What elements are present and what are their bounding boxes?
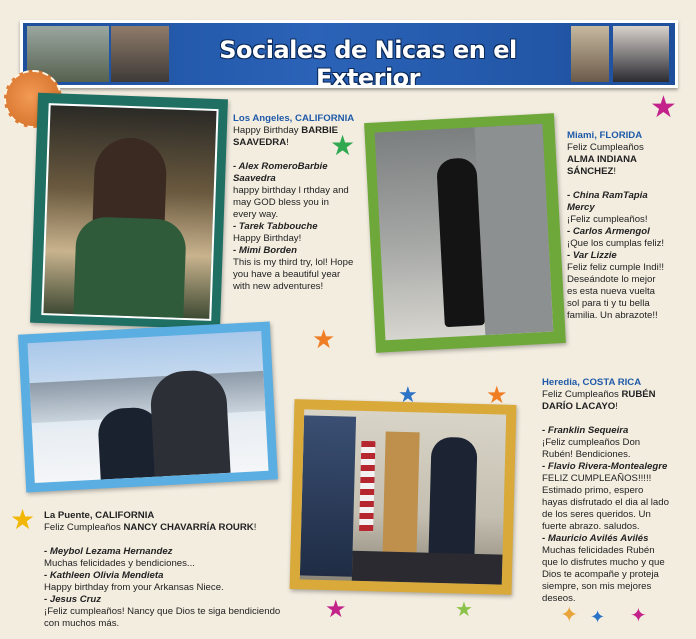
photo-frame-alma xyxy=(364,113,566,353)
message-text: Feliz feliz cumple Indi!! Deseándote lo mejor es esta nueva vuelta sol para ti y tu bella familia. Un abrazote!! xyxy=(567,262,665,321)
message-author: - Mauricio Avilés Avilés xyxy=(542,533,649,544)
message-author: - China RamTapia Mercy xyxy=(567,190,648,213)
confetti-icon: ✦ xyxy=(590,607,606,627)
message-text: FELIZ CUMPLEAÑOS!!!!! Estimado primo, espero hayas disfrutado el dia al lado de los seres queridos. Un fuerte abrazo. saludos. xyxy=(542,473,669,532)
message-author: - Mimi Borden xyxy=(233,245,297,256)
photo-barbie-saavedra xyxy=(41,103,218,321)
page-title: Sociales de Nicas en el Exterior xyxy=(219,36,517,88)
post-greeting: Happy Birthday BARBIE SAAVEDRA! xyxy=(233,125,339,148)
post-location: Los Angeles, CALIFORNIA xyxy=(233,113,355,124)
header-banner xyxy=(20,20,678,88)
confetti-icon: ✦ xyxy=(560,602,579,627)
star-icon: ★ xyxy=(398,382,418,407)
post-nancy-rourk xyxy=(44,510,289,630)
post-location: Heredia, COSTA RICA xyxy=(542,377,642,388)
post-greeting: Feliz Cumpleaños ALMA INDIANA SÁNCHEZ! xyxy=(567,142,644,177)
message-author: - Tarek Tabbouche xyxy=(233,221,318,232)
post-alma-sanchez xyxy=(567,130,667,322)
message-text: This is my third try, lol! Hope you have a beautiful year with new adventures! xyxy=(233,257,354,292)
message-author: - Jesus Cruz xyxy=(44,594,102,605)
post-location: La Puente, CALIFORNIA xyxy=(44,510,155,521)
message-author: - Meybol Lezama Hernandez xyxy=(44,546,173,557)
photo-frame-barbie xyxy=(30,93,228,329)
message-text: Muchas felicidades y bendiciones... xyxy=(44,558,195,569)
message-author: - Flavio Rivera-Montealegre xyxy=(542,461,668,472)
post-greeting: Feliz Cumpleaños NANCY CHAVARRÍA ROURK! xyxy=(44,522,257,533)
post-ruben-lacayo xyxy=(542,377,670,605)
message-author: - Carlos Armengol xyxy=(567,226,650,237)
star-icon: ★ xyxy=(650,91,677,124)
message-text: happy birthday l rthday and may GOD bless you in every way. xyxy=(233,185,349,220)
message-text: ¡Feliz cumpleaños Don Rubén! Bendiciones. xyxy=(542,437,641,460)
post-location: Miami, FLORIDA xyxy=(567,130,643,141)
banner-photo-couple xyxy=(111,26,169,82)
post-barbie-saavedra xyxy=(233,113,355,293)
photo-alma-sanchez xyxy=(375,124,554,341)
photo-figure-man xyxy=(149,369,230,477)
message-text: Happy birthday from your Arkansas Niece. xyxy=(44,582,224,593)
photo-figure-dress xyxy=(73,216,186,318)
star-icon: ★ xyxy=(312,324,336,354)
photo-door xyxy=(383,432,420,553)
message-text: ¡Feliz cumpleaños! Nancy que Dios te siga bendiciendo con muchos más. xyxy=(44,606,281,629)
star-icon: ★ xyxy=(330,130,356,161)
photo-ruben-lacayo xyxy=(300,409,506,584)
message-author: - Var Lizzie xyxy=(567,250,617,261)
star-icon: ★ xyxy=(10,504,36,535)
photo-portrait-banner xyxy=(300,415,356,576)
photo-table xyxy=(352,551,503,585)
message-author: - Kathleen Olivia Mendieta xyxy=(44,570,164,581)
banner-photo-event xyxy=(571,26,609,82)
message-text: ¡Feliz cumpleaños! xyxy=(567,214,648,225)
star-icon: ★ xyxy=(455,599,473,621)
message-author: - Franklin Sequeira xyxy=(542,425,629,436)
message-text: Happy Birthday! xyxy=(233,233,302,244)
photo-flag xyxy=(359,441,375,531)
message-text: Muchas felicidades Rubén que lo disfrutes mucho y que Dios te acompañe y proteja siempre, son mis mejores deseos. xyxy=(542,545,665,604)
photo-frame-nancy xyxy=(18,322,278,493)
photo-nancy-rourk xyxy=(27,331,268,483)
confetti-icon: ✦ xyxy=(630,605,647,627)
photo-frame-ruben xyxy=(290,399,517,595)
message-text: ¡Que los cumplas feliz! xyxy=(567,238,665,249)
post-greeting: Feliz Cumpleaños RUBÉN DARÍO LACAYO! xyxy=(542,389,656,412)
photo-wall xyxy=(474,124,553,335)
star-icon: ★ xyxy=(325,596,347,623)
star-icon: ★ xyxy=(486,382,508,409)
banner-photo-graduation xyxy=(613,26,669,82)
message-author: - Alex RomeroBarbie Saavedra xyxy=(233,161,328,184)
